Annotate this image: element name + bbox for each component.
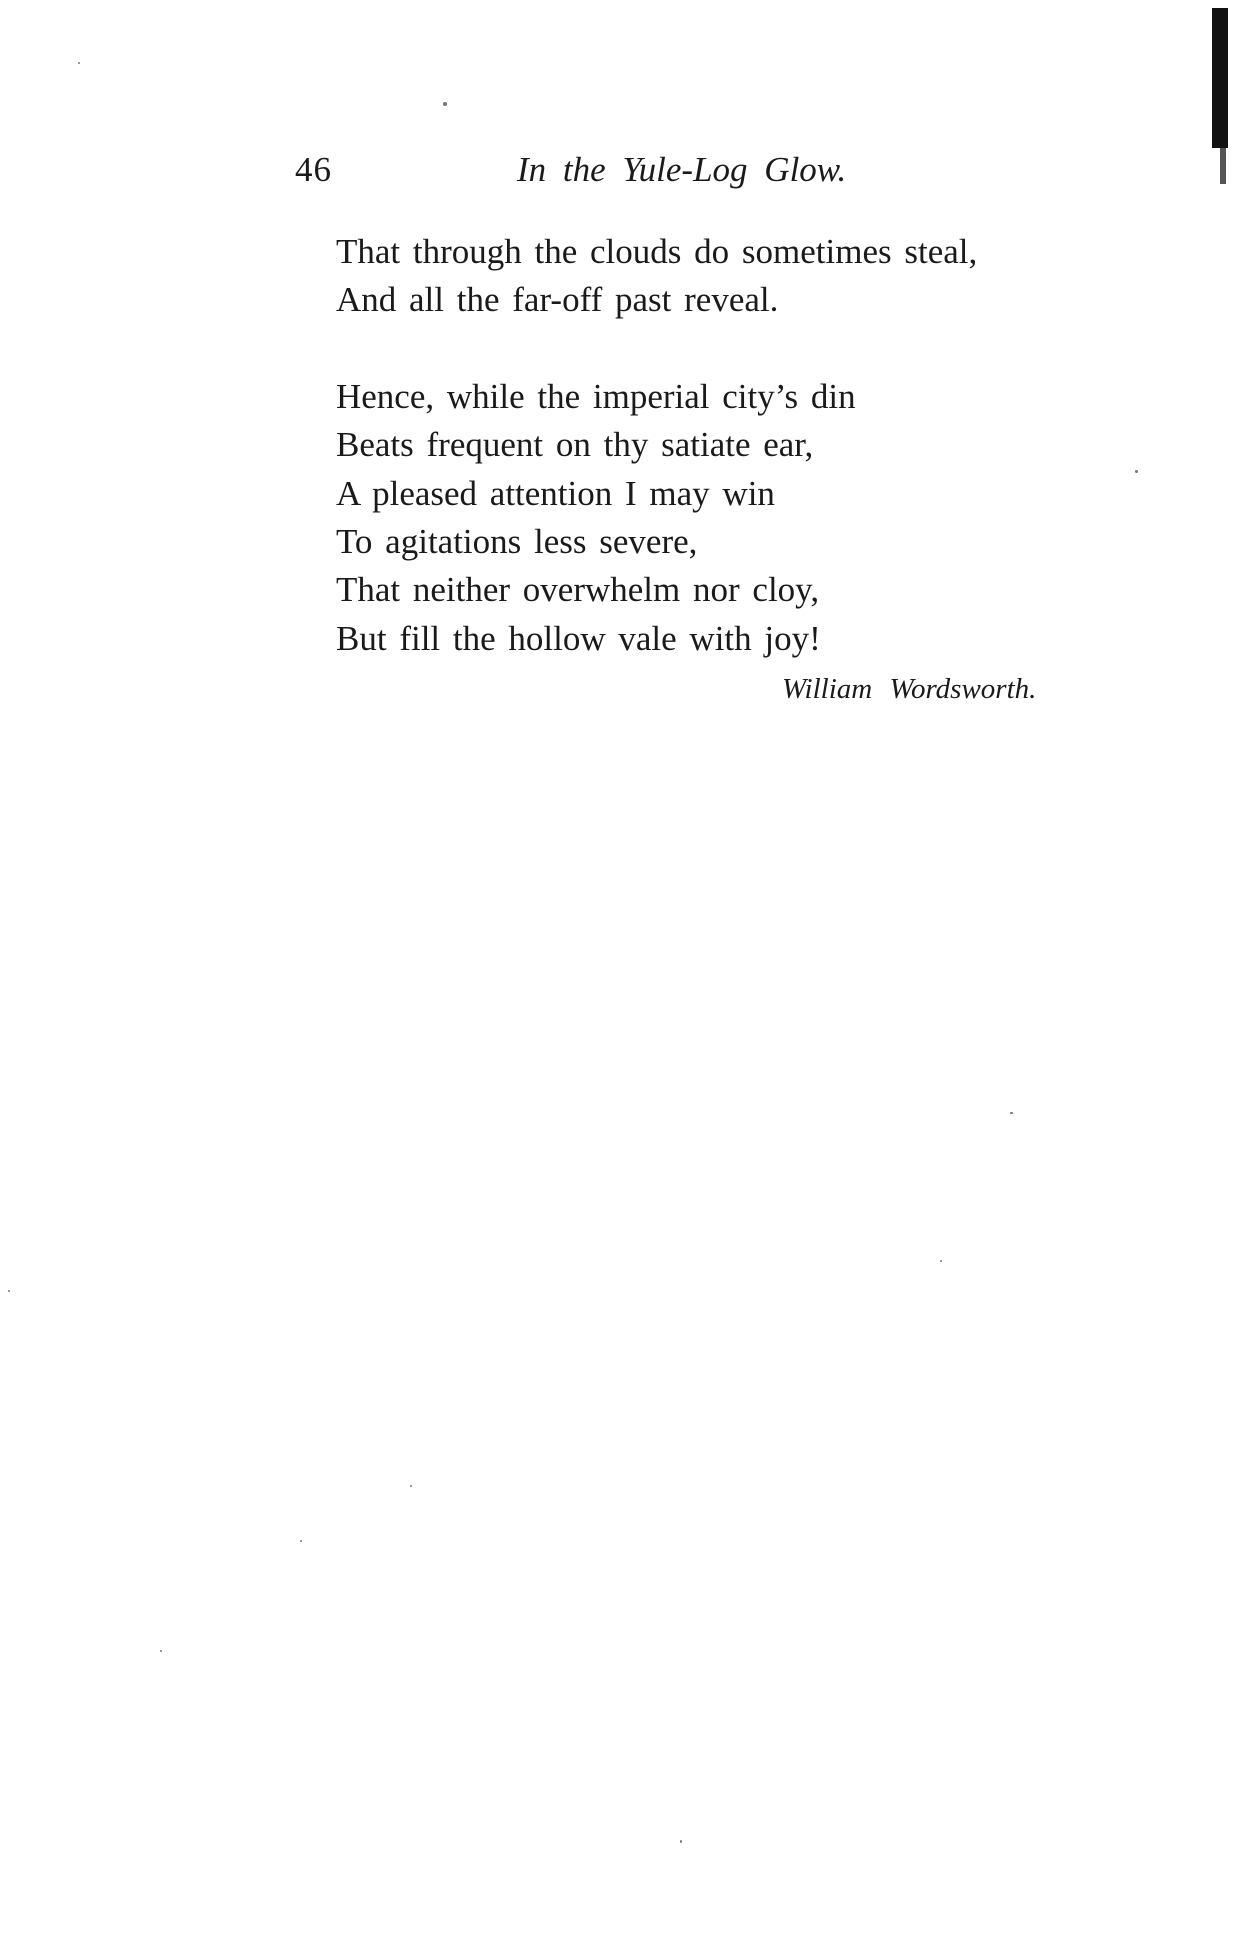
scan-edge-mark-tail xyxy=(1220,148,1226,184)
scan-speck xyxy=(160,1650,162,1652)
poem-line: Beats frequent on thy satiate ear, xyxy=(336,425,814,465)
scan-speck xyxy=(410,1485,412,1487)
stanza-1 xyxy=(336,228,1136,325)
scan-speck xyxy=(680,1840,682,1843)
scan-edge-mark xyxy=(1212,8,1228,148)
poem-line: Hence, while the imperial city’s din xyxy=(336,376,856,416)
poem-body xyxy=(336,228,1136,711)
running-title: In the Yule-Log Glow. xyxy=(517,150,847,189)
scan-speck xyxy=(8,1290,10,1292)
poem-line: That through the clouds do sometimes steal, xyxy=(336,232,978,271)
poem-line: But fill the hollow vale with joy! xyxy=(336,618,821,658)
scan-speck xyxy=(940,1260,942,1262)
stanza-2 xyxy=(336,373,1136,663)
poem-line: And all the far-off past reveal. xyxy=(336,280,779,320)
scan-speck xyxy=(443,102,447,106)
page-number: 46 xyxy=(295,150,332,189)
scan-speck xyxy=(1010,1112,1013,1114)
scan-speck xyxy=(300,1540,302,1542)
scan-speck xyxy=(1135,470,1138,473)
scan-speck xyxy=(78,62,80,64)
poem-line: That neither overwhelm nor cloy, xyxy=(336,570,820,610)
poem-attribution: William Wordsworth. xyxy=(782,673,1037,705)
page-header xyxy=(295,150,955,200)
poem-line: A pleased attention I may win xyxy=(336,473,775,513)
poem-line: To agitations less severe, xyxy=(336,522,698,562)
